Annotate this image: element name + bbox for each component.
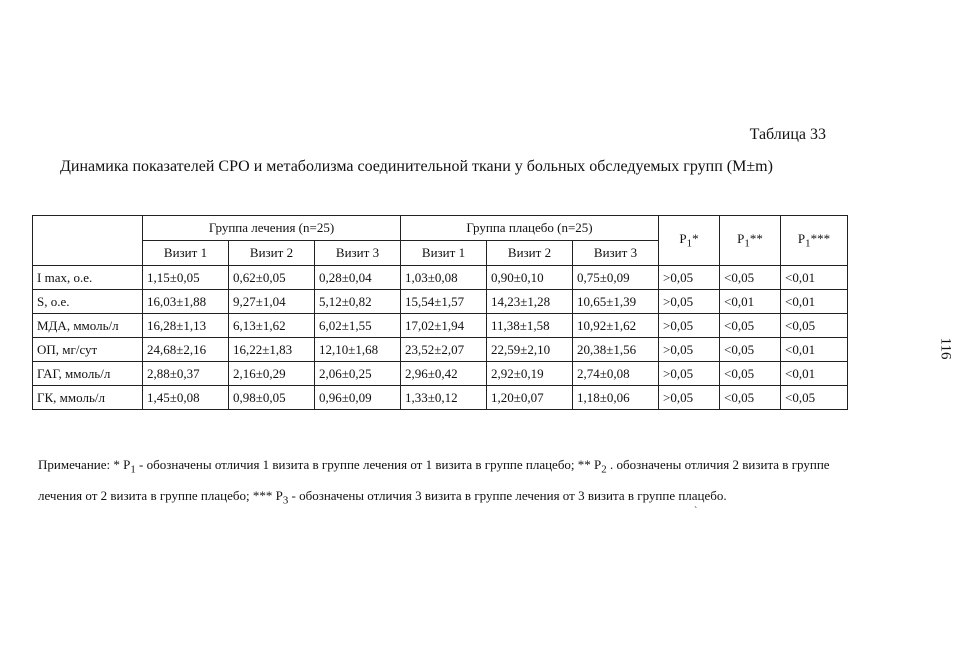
row-label: ОП, мг/сут (33, 338, 143, 362)
table-cell: <0,01 (781, 338, 848, 362)
table-cell: 1,45±0,08 (143, 386, 229, 410)
table-cell: >0,05 (659, 290, 720, 314)
p1-column-header: $P_1*$ (659, 216, 720, 266)
p3-column-header: $P_1***$ (781, 216, 848, 266)
row-label: I max, о.е. (33, 266, 143, 290)
data-table (32, 215, 848, 410)
table-cell: 6,02±1,55 (315, 314, 401, 338)
table-cell: 16,03±1,88 (143, 290, 229, 314)
table-cell: 2,92±0,19 (487, 362, 573, 386)
table-row (33, 362, 848, 386)
table-cell: <0,01 (781, 362, 848, 386)
table-cell: 2,16±0,29 (229, 362, 315, 386)
table-body (33, 266, 848, 410)
table-cell: 2,74±0,08 (573, 362, 659, 386)
table-cell: 0,75±0,09 (573, 266, 659, 290)
table-cell: 22,59±2,10 (487, 338, 573, 362)
visit-header: Визит 1 (401, 241, 487, 266)
visit-header: Визит 3 (315, 241, 401, 266)
table-cell: <0,05 (720, 386, 781, 410)
table-cell: 0,90±0,10 (487, 266, 573, 290)
document-title: Динамика показателей СРО и метаболизма соединительной ткани у больных обследуемых групп (M±m) (60, 158, 773, 175)
group-placebo-header: Группа плацебо (n=25) (401, 216, 659, 241)
table-row (33, 290, 848, 314)
table-row (33, 338, 848, 362)
table-cell: 9,27±1,04 (229, 290, 315, 314)
stray-mark: ` (694, 506, 698, 517)
table-cell: 10,92±1,62 (573, 314, 659, 338)
table-cell: >0,05 (659, 386, 720, 410)
row-label: ГК, ммоль/л (33, 386, 143, 410)
table-cell: <0,01 (781, 266, 848, 290)
table-cell: 2,96±0,42 (401, 362, 487, 386)
table-cell: 1,03±0,08 (401, 266, 487, 290)
table-label: Таблица 33 (749, 126, 826, 143)
row-label: МДА, ммоль/л (33, 314, 143, 338)
table-cell: 2,06±0,25 (315, 362, 401, 386)
table-cell: >0,05 (659, 266, 720, 290)
table-cell: 0,28±0,04 (315, 266, 401, 290)
table-cell: 14,23±1,28 (487, 290, 573, 314)
page-number: 116 (937, 337, 954, 360)
table-cell: <0,05 (720, 362, 781, 386)
table-cell: 17,02±1,94 (401, 314, 487, 338)
table-cell: 16,28±1,13 (143, 314, 229, 338)
visit-header: Визит 2 (487, 241, 573, 266)
visit-header: Визит 1 (143, 241, 229, 266)
group-header-row (33, 216, 848, 241)
table-cell: <0,05 (781, 386, 848, 410)
table-cell: 1,33±0,12 (401, 386, 487, 410)
table-cell: 20,38±1,56 (573, 338, 659, 362)
table-cell: 0,62±0,05 (229, 266, 315, 290)
table-cell: 23,52±2,07 (401, 338, 487, 362)
table-cell: <0,01 (781, 290, 848, 314)
table-row (33, 266, 848, 290)
table-row (33, 386, 848, 410)
table-cell: <0,05 (720, 314, 781, 338)
group-treatment-header: Группа лечения (n=25) (143, 216, 401, 241)
row-label: S, о.е. (33, 290, 143, 314)
table-cell: 6,13±1,62 (229, 314, 315, 338)
table-cell: >0,05 (659, 314, 720, 338)
table-cell: 2,88±0,37 (143, 362, 229, 386)
table-cell: 1,18±0,06 (573, 386, 659, 410)
table-cell: 5,12±0,82 (315, 290, 401, 314)
table-cell: 24,68±2,16 (143, 338, 229, 362)
table-cell: <0,01 (720, 290, 781, 314)
table-cell: 1,20±0,07 (487, 386, 573, 410)
table-cell: >0,05 (659, 338, 720, 362)
table-cell: >0,05 (659, 362, 720, 386)
table-cell: 12,10±1,68 (315, 338, 401, 362)
footnote: Примечание: * $P_1$ - обозначены отличия 1 визита в группе лечения от 1 визита в группе плацебо; ** $P_2$ . обозначены отличия 2 визита в группе лечения от 2 визита в группе плацебо; *** $P_3$ - обозначены отличия 3 визита в группе лечения от 3 визита в группе плацебо. (38, 457, 830, 507)
table-row (33, 314, 848, 338)
table-cell: 11,38±1,58 (487, 314, 573, 338)
p2-column-header: $P_1**$ (720, 216, 781, 266)
table-cell: 16,22±1,83 (229, 338, 315, 362)
table-cell: 1,15±0,05 (143, 266, 229, 290)
table-cell: <0,05 (720, 338, 781, 362)
visit-header: Визит 3 (573, 241, 659, 266)
visit-header: Визит 2 (229, 241, 315, 266)
table-cell: 10,65±1,39 (573, 290, 659, 314)
table-cell: 0,96±0,09 (315, 386, 401, 410)
corner-cell (33, 216, 143, 266)
table-cell: 15,54±1,57 (401, 290, 487, 314)
row-label: ГАГ, ммоль/л (33, 362, 143, 386)
table-cell: <0,05 (781, 314, 848, 338)
table-cell: <0,05 (720, 266, 781, 290)
table-cell: 0,98±0,05 (229, 386, 315, 410)
